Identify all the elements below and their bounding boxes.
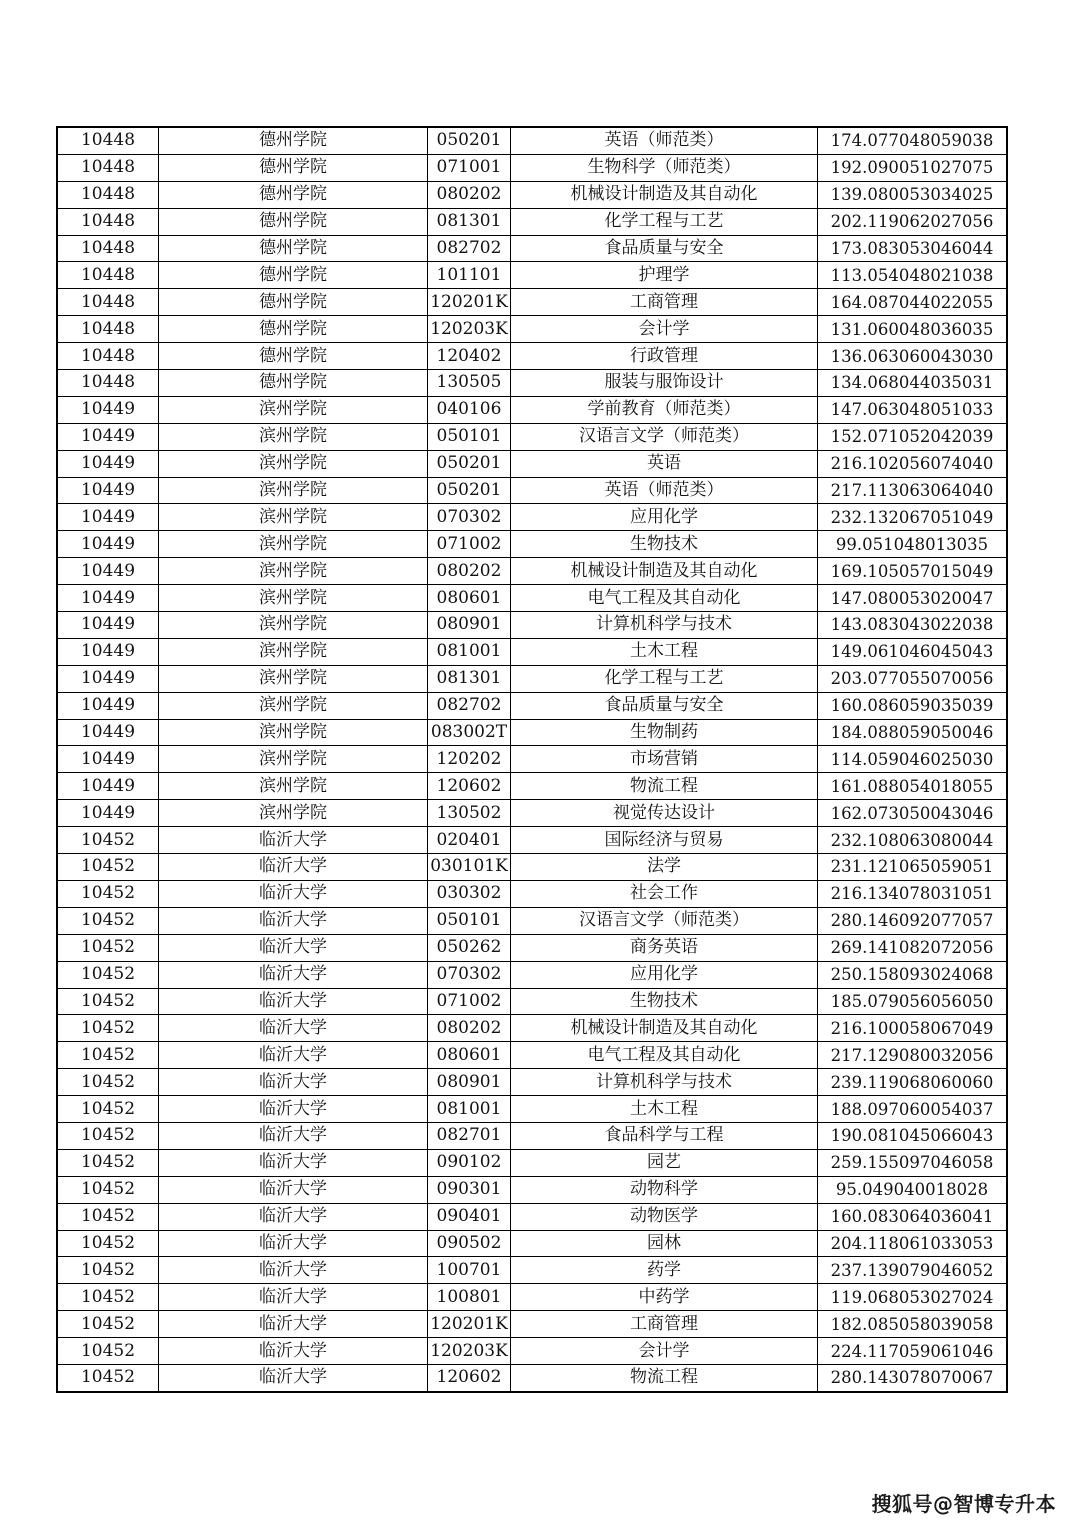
cell-school-code: 10452: [57, 880, 159, 907]
cell-score: 160.083064036041: [818, 1203, 1008, 1230]
cell-school-code: 10449: [57, 396, 159, 423]
cell-school-name: 临沂大学: [159, 1176, 428, 1203]
cell-major-name: 食品科学与工程: [511, 1122, 818, 1149]
table-row: [57, 558, 1007, 585]
cell-major-code: 090301: [428, 1176, 511, 1203]
table-row: [57, 800, 1007, 827]
cell-school-code: 10452: [57, 1042, 159, 1069]
cell-major-name: 应用化学: [511, 504, 818, 531]
cell-major-code: 050201: [428, 127, 511, 154]
table-row: [57, 1096, 1007, 1123]
cell-score: 216.134078031051: [818, 880, 1008, 907]
cell-score: 147.080053020047: [818, 585, 1008, 612]
cell-school-code: 10452: [57, 1149, 159, 1176]
cell-score: 95.049040018028: [818, 1176, 1008, 1203]
cell-school-name: 德州学院: [159, 262, 428, 289]
cell-major-name: 机械设计制造及其自动化: [511, 181, 818, 208]
cell-major-code: 050101: [428, 423, 511, 450]
cell-major-name: 园艺: [511, 1149, 818, 1176]
cell-major-name: 计算机科学与技术: [511, 1069, 818, 1096]
cell-major-code: 050101: [428, 907, 511, 934]
cell-school-code: 10448: [57, 208, 159, 235]
cell-major-name: 物流工程: [511, 1364, 818, 1391]
cell-major-name: 土木工程: [511, 1096, 818, 1123]
cell-school-name: 滨州学院: [159, 531, 428, 558]
cell-school-name: 滨州学院: [159, 477, 428, 504]
cell-major-code: 080202: [428, 181, 511, 208]
cell-school-name: 临沂大学: [159, 934, 428, 961]
cell-school-code: 10448: [57, 262, 159, 289]
watermark: 搜狐号@智博专升本: [871, 1492, 1056, 1516]
cell-major-code: 081301: [428, 208, 511, 235]
cell-score: 99.051048013035: [818, 531, 1008, 558]
cell-score: 162.073050043046: [818, 800, 1008, 827]
cell-major-code: 071001: [428, 154, 511, 181]
cell-school-name: 临沂大学: [159, 1311, 428, 1338]
cell-major-name: 会计学: [511, 316, 818, 343]
cell-school-code: 10452: [57, 907, 159, 934]
table-row: [57, 1284, 1007, 1311]
cell-major-name: 社会工作: [511, 880, 818, 907]
cell-major-name: 药学: [511, 1257, 818, 1284]
cell-score: 269.141082072056: [818, 934, 1008, 961]
cell-school-name: 滨州学院: [159, 585, 428, 612]
table-row: [57, 423, 1007, 450]
cell-major-name: 工商管理: [511, 1311, 818, 1338]
table-row: [57, 827, 1007, 854]
cell-major-name: 生物技术: [511, 531, 818, 558]
cell-school-name: 德州学院: [159, 316, 428, 343]
cell-school-code: 10452: [57, 1338, 159, 1365]
table-row: [57, 531, 1007, 558]
cell-score: 161.088054018055: [818, 773, 1008, 800]
cell-school-name: 临沂大学: [159, 827, 428, 854]
cell-major-code: 120602: [428, 773, 511, 800]
cell-major-name: 生物制药: [511, 719, 818, 746]
cell-score: 192.090051027075: [818, 154, 1008, 181]
table-row: [57, 477, 1007, 504]
cell-school-code: 10449: [57, 558, 159, 585]
cell-major-name: 学前教育（师范类）: [511, 396, 818, 423]
cell-major-code: 090102: [428, 1149, 511, 1176]
cell-major-code: 082701: [428, 1122, 511, 1149]
cell-major-name: 食品质量与安全: [511, 692, 818, 719]
cell-major-name: 英语: [511, 450, 818, 477]
cell-school-code: 10449: [57, 773, 159, 800]
cell-major-code: 030101K: [428, 854, 511, 881]
cell-major-name: 护理学: [511, 262, 818, 289]
cell-school-name: 临沂大学: [159, 1257, 428, 1284]
cell-school-code: 10452: [57, 1069, 159, 1096]
cell-major-name: 市场营销: [511, 746, 818, 773]
cell-score: 149.061046045043: [818, 638, 1008, 665]
cell-school-code: 10452: [57, 934, 159, 961]
table-row: [57, 746, 1007, 773]
cell-major-code: 120203K: [428, 316, 511, 343]
cell-school-name: 滨州学院: [159, 423, 428, 450]
cell-school-code: 10448: [57, 181, 159, 208]
cell-school-code: 10449: [57, 800, 159, 827]
table-row: [57, 1042, 1007, 1069]
table-row: [57, 396, 1007, 423]
cell-score: 143.083043022038: [818, 612, 1008, 639]
cell-major-code: 030302: [428, 880, 511, 907]
table-row: [57, 880, 1007, 907]
cell-school-code: 10452: [57, 1257, 159, 1284]
cell-school-name: 德州学院: [159, 235, 428, 262]
cell-major-code: 100701: [428, 1257, 511, 1284]
cell-score: 147.063048051033: [818, 396, 1008, 423]
cell-major-code: 120203K: [428, 1338, 511, 1365]
cell-school-name: 临沂大学: [159, 1122, 428, 1149]
cell-major-code: 020401: [428, 827, 511, 854]
score-table-body: [57, 127, 1007, 1392]
cell-major-code: 080601: [428, 585, 511, 612]
cell-major-name: 国际经济与贸易: [511, 827, 818, 854]
table-row: [57, 289, 1007, 316]
cell-major-code: 050201: [428, 450, 511, 477]
cell-major-name: 电气工程及其自动化: [511, 1042, 818, 1069]
cell-score: 280.146092077057: [818, 907, 1008, 934]
cell-major-name: 机械设计制造及其自动化: [511, 558, 818, 585]
cell-major-code: 080901: [428, 1069, 511, 1096]
cell-school-name: 滨州学院: [159, 692, 428, 719]
cell-major-name: 动物科学: [511, 1176, 818, 1203]
cell-school-code: 10449: [57, 719, 159, 746]
cell-major-code: 120602: [428, 1364, 511, 1391]
cell-major-name: 计算机科学与技术: [511, 612, 818, 639]
cell-school-name: 临沂大学: [159, 1042, 428, 1069]
cell-major-code: 080202: [428, 1015, 511, 1042]
cell-school-name: 临沂大学: [159, 1284, 428, 1311]
cell-major-name: 中药学: [511, 1284, 818, 1311]
cell-school-code: 10452: [57, 1311, 159, 1338]
cell-major-code: 130502: [428, 800, 511, 827]
table-row: [57, 934, 1007, 961]
cell-school-code: 10452: [57, 1284, 159, 1311]
cell-school-code: 10449: [57, 423, 159, 450]
table-row: [57, 907, 1007, 934]
cell-score: 134.068044035031: [818, 370, 1008, 397]
cell-score: 131.060048036035: [818, 316, 1008, 343]
cell-score: 164.087044022055: [818, 289, 1008, 316]
table-row: [57, 154, 1007, 181]
table-row: [57, 208, 1007, 235]
cell-school-code: 10452: [57, 854, 159, 881]
cell-school-code: 10448: [57, 343, 159, 370]
table-row: [57, 1015, 1007, 1042]
cell-school-name: 滨州学院: [159, 558, 428, 585]
table-row: [57, 1149, 1007, 1176]
cell-school-code: 10452: [57, 1015, 159, 1042]
cell-school-name: 临沂大学: [159, 854, 428, 881]
table-row: [57, 1203, 1007, 1230]
cell-school-name: 临沂大学: [159, 1015, 428, 1042]
table-row: [57, 612, 1007, 639]
cell-school-name: 德州学院: [159, 370, 428, 397]
cell-school-name: 滨州学院: [159, 396, 428, 423]
cell-score: 216.102056074040: [818, 450, 1008, 477]
table-row: [57, 504, 1007, 531]
cell-major-code: 090401: [428, 1203, 511, 1230]
cell-school-name: 滨州学院: [159, 612, 428, 639]
cell-major-code: 082702: [428, 235, 511, 262]
cell-major-name: 食品质量与安全: [511, 235, 818, 262]
table-row: [57, 1257, 1007, 1284]
cell-major-code: 080601: [428, 1042, 511, 1069]
table-row: [57, 773, 1007, 800]
cell-major-code: 081001: [428, 1096, 511, 1123]
cell-major-name: 法学: [511, 854, 818, 881]
cell-major-name: 视觉传达设计: [511, 800, 818, 827]
cell-score: 185.079056056050: [818, 988, 1008, 1015]
cell-major-code: 101101: [428, 262, 511, 289]
cell-major-code: 130505: [428, 370, 511, 397]
cell-major-name: 行政管理: [511, 343, 818, 370]
table-row: [57, 719, 1007, 746]
cell-school-code: 10449: [57, 477, 159, 504]
cell-school-code: 10449: [57, 692, 159, 719]
cell-score: 237.139079046052: [818, 1257, 1008, 1284]
cell-major-name: 会计学: [511, 1338, 818, 1365]
cell-school-code: 10452: [57, 1230, 159, 1257]
cell-score: 231.121065059051: [818, 854, 1008, 881]
cell-score: 190.081045066043: [818, 1122, 1008, 1149]
cell-school-name: 滨州学院: [159, 773, 428, 800]
score-table: [56, 126, 1008, 1393]
cell-school-code: 10452: [57, 1203, 159, 1230]
cell-major-name: 服装与服饰设计: [511, 370, 818, 397]
table-row: [57, 638, 1007, 665]
table-row: [57, 181, 1007, 208]
cell-major-code: 070302: [428, 961, 511, 988]
cell-major-code: 100801: [428, 1284, 511, 1311]
table-row: [57, 1364, 1007, 1391]
cell-school-code: 10449: [57, 746, 159, 773]
cell-score: 239.119068060060: [818, 1069, 1008, 1096]
cell-major-code: 050262: [428, 934, 511, 961]
cell-score: 203.077055070056: [818, 665, 1008, 692]
table-row: [57, 1176, 1007, 1203]
cell-major-code: 120201K: [428, 289, 511, 316]
table-row: [57, 1230, 1007, 1257]
table-row: [57, 585, 1007, 612]
cell-school-code: 10449: [57, 665, 159, 692]
cell-school-name: 滨州学院: [159, 504, 428, 531]
cell-score: 217.113063064040: [818, 477, 1008, 504]
cell-major-name: 土木工程: [511, 638, 818, 665]
cell-school-code: 10452: [57, 1364, 159, 1391]
cell-score: 113.054048021038: [818, 262, 1008, 289]
cell-major-code: 120201K: [428, 1311, 511, 1338]
cell-major-name: 应用化学: [511, 961, 818, 988]
cell-major-name: 园林: [511, 1230, 818, 1257]
table-row: [57, 235, 1007, 262]
cell-score: 188.097060054037: [818, 1096, 1008, 1123]
cell-school-code: 10449: [57, 612, 159, 639]
cell-score: 224.117059061046: [818, 1338, 1008, 1365]
table-row: [57, 665, 1007, 692]
cell-major-code: 070302: [428, 504, 511, 531]
cell-major-name: 生物科学（师范类）: [511, 154, 818, 181]
table-row: [57, 961, 1007, 988]
cell-school-code: 10452: [57, 961, 159, 988]
cell-school-name: 临沂大学: [159, 1364, 428, 1391]
cell-school-name: 德州学院: [159, 154, 428, 181]
cell-school-name: 德州学院: [159, 127, 428, 154]
cell-score: 217.129080032056: [818, 1042, 1008, 1069]
cell-school-name: 临沂大学: [159, 961, 428, 988]
cell-school-name: 滨州学院: [159, 746, 428, 773]
cell-school-code: 10448: [57, 154, 159, 181]
cell-school-name: 临沂大学: [159, 1096, 428, 1123]
cell-score: 119.068053027024: [818, 1284, 1008, 1311]
cell-school-name: 临沂大学: [159, 1230, 428, 1257]
cell-school-code: 10448: [57, 289, 159, 316]
cell-school-name: 滨州学院: [159, 665, 428, 692]
cell-score: 232.108063080044: [818, 827, 1008, 854]
cell-score: 136.063060043030: [818, 343, 1008, 370]
table-row: [57, 343, 1007, 370]
cell-school-name: 德州学院: [159, 181, 428, 208]
cell-school-code: 10448: [57, 316, 159, 343]
cell-school-code: 10449: [57, 638, 159, 665]
cell-score: 114.059046025030: [818, 746, 1008, 773]
table-row: [57, 1122, 1007, 1149]
cell-school-code: 10452: [57, 827, 159, 854]
cell-major-name: 英语（师范类）: [511, 477, 818, 504]
cell-score: 173.083053046044: [818, 235, 1008, 262]
cell-major-code: 080202: [428, 558, 511, 585]
cell-score: 174.077048059038: [818, 127, 1008, 154]
cell-school-code: 10452: [57, 1176, 159, 1203]
table-row: [57, 127, 1007, 154]
cell-school-name: 临沂大学: [159, 907, 428, 934]
cell-school-code: 10448: [57, 235, 159, 262]
table-row: [57, 1069, 1007, 1096]
cell-major-name: 英语（师范类）: [511, 127, 818, 154]
cell-major-name: 商务英语: [511, 934, 818, 961]
cell-score: 280.143078070067: [818, 1364, 1008, 1391]
cell-school-name: 滨州学院: [159, 450, 428, 477]
cell-score: 250.158093024068: [818, 961, 1008, 988]
cell-school-code: 10449: [57, 450, 159, 477]
cell-score: 184.088059050046: [818, 719, 1008, 746]
cell-school-name: 临沂大学: [159, 1149, 428, 1176]
cell-major-code: 071002: [428, 531, 511, 558]
table-row: [57, 854, 1007, 881]
cell-score: 204.118061033053: [818, 1230, 1008, 1257]
cell-score: 232.132067051049: [818, 504, 1008, 531]
cell-school-name: 德州学院: [159, 289, 428, 316]
cell-major-name: 物流工程: [511, 773, 818, 800]
cell-school-code: 10452: [57, 988, 159, 1015]
cell-score: 259.155097046058: [818, 1149, 1008, 1176]
cell-school-name: 德州学院: [159, 343, 428, 370]
cell-school-code: 10452: [57, 1122, 159, 1149]
table-row: [57, 1311, 1007, 1338]
cell-major-name: 机械设计制造及其自动化: [511, 1015, 818, 1042]
cell-major-name: 汉语言文学（师范类）: [511, 423, 818, 450]
table-row: [57, 370, 1007, 397]
cell-school-code: 10452: [57, 1096, 159, 1123]
cell-major-name: 电气工程及其自动化: [511, 585, 818, 612]
cell-score: 160.086059035039: [818, 692, 1008, 719]
cell-school-name: 临沂大学: [159, 1069, 428, 1096]
table-row: [57, 450, 1007, 477]
cell-major-name: 动物医学: [511, 1203, 818, 1230]
cell-school-name: 滨州学院: [159, 800, 428, 827]
cell-school-name: 临沂大学: [159, 988, 428, 1015]
cell-score: 216.100058067049: [818, 1015, 1008, 1042]
cell-major-code: 080901: [428, 612, 511, 639]
cell-major-code: 120402: [428, 343, 511, 370]
cell-school-name: 临沂大学: [159, 1338, 428, 1365]
table-row: [57, 1338, 1007, 1365]
cell-school-name: 德州学院: [159, 208, 428, 235]
cell-major-name: 生物技术: [511, 988, 818, 1015]
cell-school-name: 滨州学院: [159, 638, 428, 665]
cell-school-code: 10449: [57, 531, 159, 558]
cell-school-code: 10448: [57, 127, 159, 154]
cell-score: 202.119062027056: [818, 208, 1008, 235]
cell-major-code: 071002: [428, 988, 511, 1015]
cell-major-code: 081301: [428, 665, 511, 692]
table-row: [57, 316, 1007, 343]
table-row: [57, 988, 1007, 1015]
cell-major-code: 050201: [428, 477, 511, 504]
cell-school-code: 10448: [57, 370, 159, 397]
cell-school-code: 10449: [57, 585, 159, 612]
cell-major-name: 工商管理: [511, 289, 818, 316]
cell-major-name: 化学工程与工艺: [511, 665, 818, 692]
cell-major-code: 120202: [428, 746, 511, 773]
cell-major-name: 化学工程与工艺: [511, 208, 818, 235]
cell-school-name: 滨州学院: [159, 719, 428, 746]
cell-major-code: 081001: [428, 638, 511, 665]
cell-major-code: 090502: [428, 1230, 511, 1257]
cell-score: 182.085058039058: [818, 1311, 1008, 1338]
cell-major-code: 082702: [428, 692, 511, 719]
cell-score: 152.071052042039: [818, 423, 1008, 450]
cell-score: 139.080053034025: [818, 181, 1008, 208]
cell-major-code: 083002T: [428, 719, 511, 746]
cell-school-name: 临沂大学: [159, 880, 428, 907]
cell-major-code: 040106: [428, 396, 511, 423]
table-row: [57, 262, 1007, 289]
cell-score: 169.105057015049: [818, 558, 1008, 585]
cell-major-name: 汉语言文学（师范类）: [511, 907, 818, 934]
cell-school-name: 临沂大学: [159, 1203, 428, 1230]
cell-school-code: 10449: [57, 504, 159, 531]
table-row: [57, 692, 1007, 719]
